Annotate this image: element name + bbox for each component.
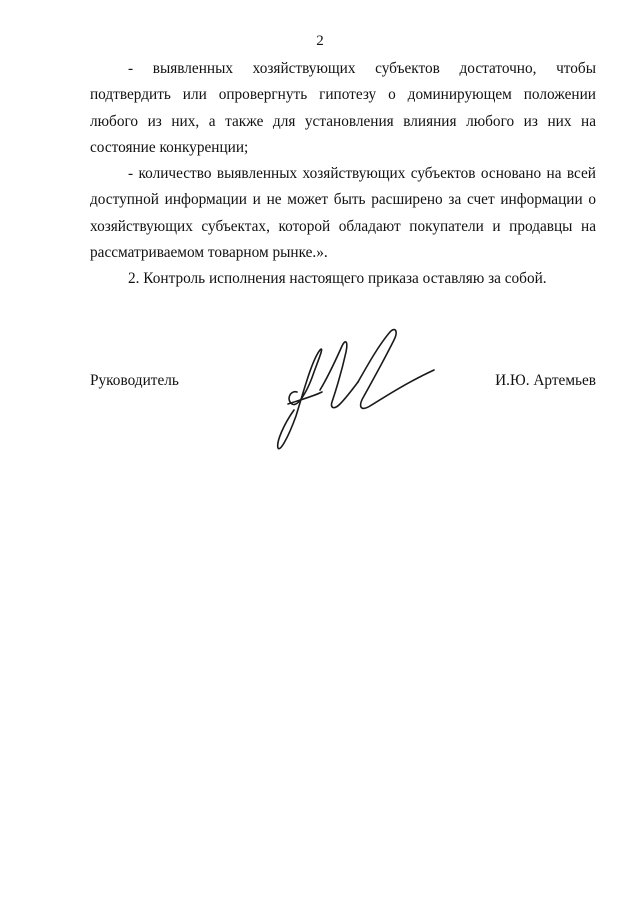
paragraph-control-clause: 2. Контроль исполнения настоящего приказа оставляю за собой. bbox=[128, 270, 547, 288]
document-body bbox=[90, 56, 596, 293]
paragraph-criteria-sufficiency: - выявленных хозяйствующих субъектов достаточно, чтобы подтвердить или опровергнуть гипотезу о доминирующем положении любого из них, а также для установления влияния любого из них на состояние конкуренции; bbox=[90, 60, 596, 156]
signer-title: Руководитель bbox=[90, 372, 179, 389]
page-number: 2 bbox=[316, 33, 324, 49]
paragraph-criteria-completeness: - количество выявленных хозяйствующих субъектов основано на всей доступной информации и не может быть расширено за счет информации о хозяйствующих субъектах, которой обладают покупатели и продавцы на рассматриваемом товарном рынке.». bbox=[90, 165, 596, 262]
signer-name: И.Ю. Артемьев bbox=[495, 372, 596, 389]
handwritten-signature bbox=[262, 320, 442, 460]
